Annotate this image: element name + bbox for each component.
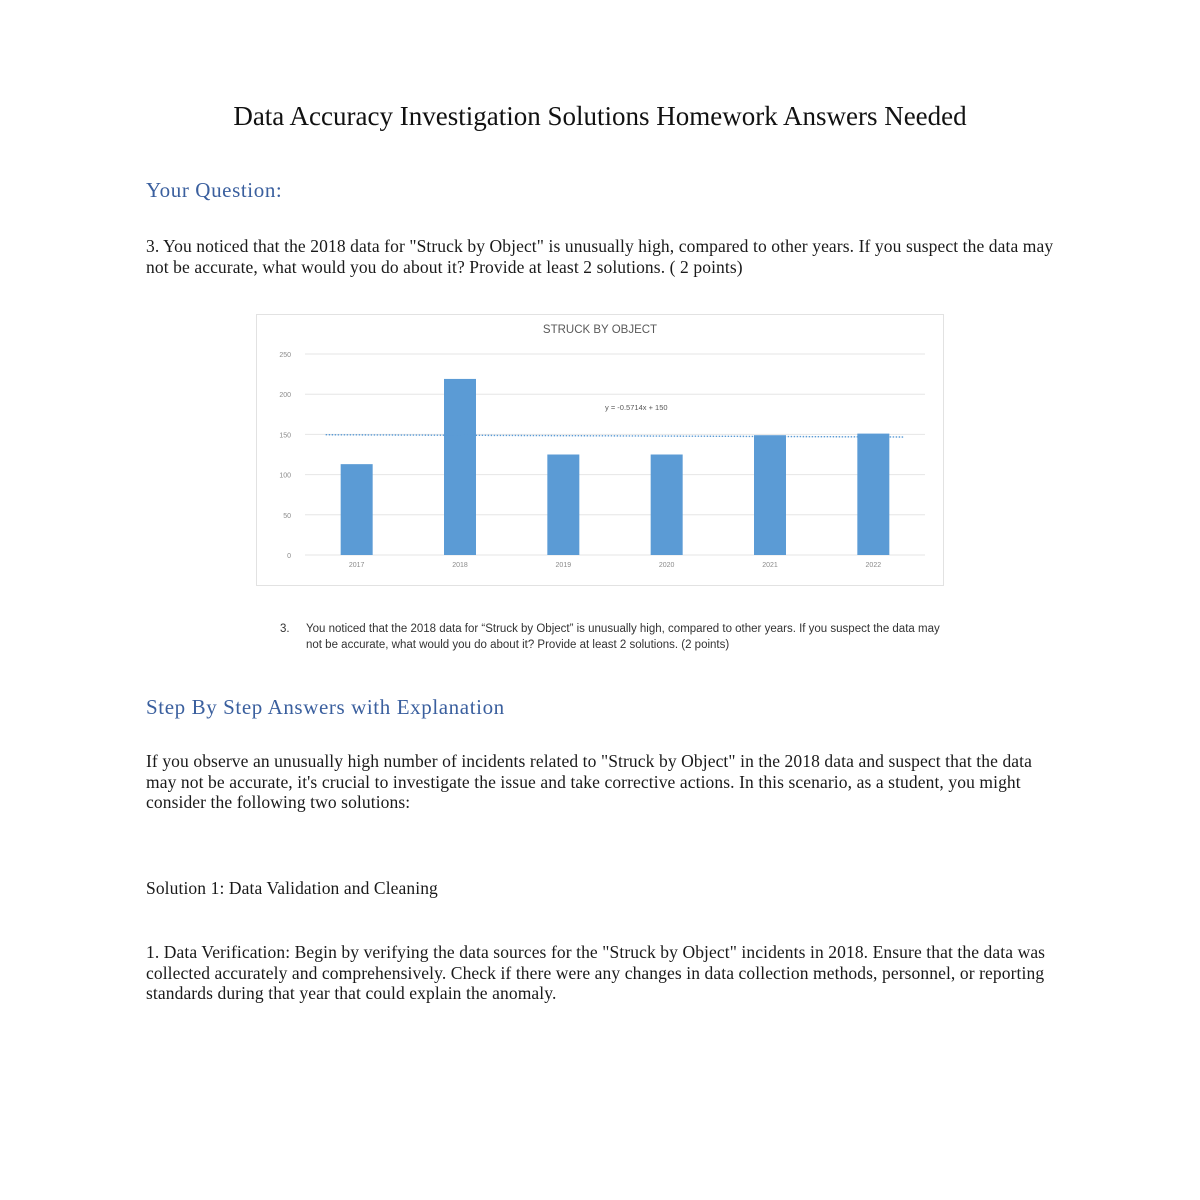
- bar-2017: [341, 464, 373, 555]
- bar-2018: [444, 379, 476, 555]
- step-1-paragraph: 1. Data Verification: Begin by verifying the data sources for the "Struck by Object" incidents in 2018. Ensure that the data was collected accurately and comprehensively. Check if there were any changes in data collection methods, personnel, or reporting standards during that year that could explain the anomaly.: [146, 942, 1046, 1003]
- x-tick-label: 2021: [762, 562, 778, 569]
- y-tick-label: 100: [279, 472, 291, 480]
- bar-2022: [857, 434, 889, 555]
- x-tick-label: 2017: [348, 562, 365, 569]
- figure-caption-number: 3.: [280, 623, 290, 635]
- x-tick-label: 2018: [452, 562, 468, 569]
- document-title: Data Accuracy Investigation Solutions Homework Answers Needed: [233, 101, 967, 131]
- bar-2019: [547, 455, 579, 556]
- y-tick-label: 150: [279, 432, 291, 440]
- y-tick-label: 50: [283, 512, 291, 520]
- y-tick-label: 250: [279, 352, 291, 359]
- question-text: 3. You noticed that the 2018 data for "Struck by Object" is unusually high, compared to other years. If you suspect the data may not be accurate, what would you do about it? Provide at least 2 solutions. ( 2 points): [146, 236, 1054, 277]
- struck-by-object-chart: [256, 314, 944, 586]
- x-tick-label: 2019: [555, 562, 572, 569]
- intro-paragraph: If you observe an unusually high number of incidents related to "Struck by Object" in the 2018 data and suspect that the data may not be accurate, it's crucial to investigate the issue and take corrective actions. In this scenario, as a student, you might consider the following two solutions:: [146, 751, 1033, 812]
- trendline: [326, 435, 905, 437]
- trendline-label: y = -0.5714x + 150: [605, 403, 668, 412]
- x-tick-label: 2020: [658, 562, 675, 569]
- x-tick-label: 2022: [865, 562, 882, 569]
- chart-canvas: [257, 315, 943, 585]
- chart-title: STRUCK BY OBJECT: [542, 324, 658, 336]
- y-tick-label: 200: [279, 392, 291, 400]
- bar-2020: [651, 455, 683, 556]
- figure-caption-text: You noticed that the 2018 data for “Struck by Object” is unusually high, compared to other years. If you suspect the data may not be accurate, what would you do about it? Provide at least 2 solutions. (2 points): [306, 623, 940, 651]
- bar-2021: [754, 435, 786, 555]
- y-tick-label: 0: [287, 553, 291, 560]
- answers-heading: Step By Step Answers with Explanation: [146, 695, 505, 719]
- your-question-heading: Your Question:: [146, 178, 283, 202]
- solution-1-title: Solution 1: Data Validation and Cleaning: [146, 878, 438, 898]
